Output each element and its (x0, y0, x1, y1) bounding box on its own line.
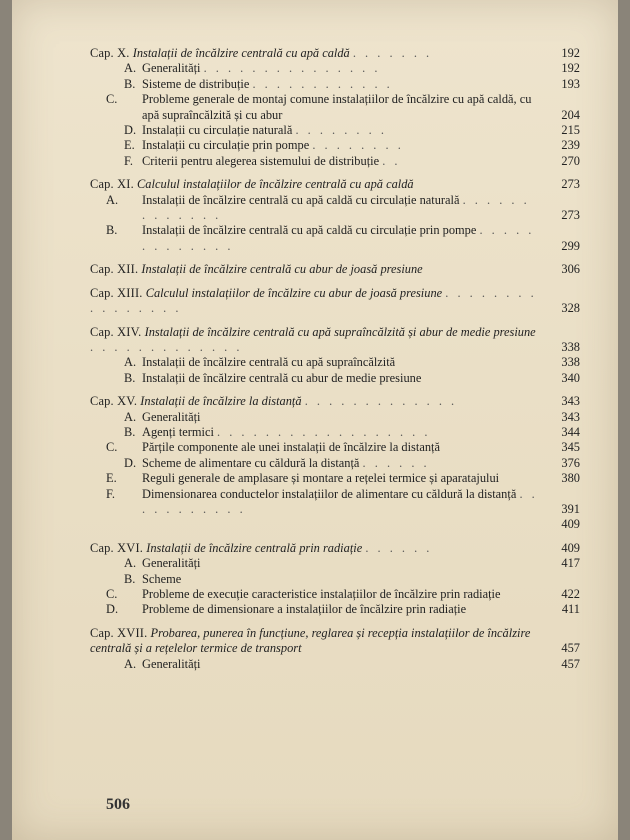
chapter-number: Cap. X. (90, 46, 130, 60)
page-number: 239 (561, 138, 580, 153)
page-number: 340 (561, 370, 580, 385)
chapter-title: Instalații de încălzire centrală prin radiație (146, 540, 363, 555)
chapter-xiv (90, 325, 580, 387)
section-title: Generalități (142, 409, 201, 424)
section-title: Generalități (142, 61, 201, 76)
section-title: Instalații de încălzire centrală cu apă caldă cu circulație prin pompe (142, 223, 477, 238)
section-entry (90, 355, 580, 370)
chapter-number: Cap. XIV. (90, 324, 142, 339)
page-number: 343 (561, 394, 580, 409)
page-number: 192 (561, 46, 580, 60)
section-letter: B. (124, 424, 136, 439)
section-letter: A. (124, 656, 137, 671)
section-letter: F. (124, 153, 133, 168)
section-title: Generalități (142, 656, 201, 671)
chapter-xii (90, 262, 580, 277)
section-letter: D. (124, 455, 137, 470)
page-number: 204 (561, 107, 580, 122)
section-letter: E. (106, 471, 117, 486)
section-letter: F. (106, 486, 115, 501)
page-number: 411 (561, 602, 580, 617)
section-title: Dimensionarea conductelor instalațiilor de alimentare cu căldură la distanță (142, 486, 517, 501)
section-letter: D. (106, 602, 119, 617)
section-letter: A. (106, 192, 119, 207)
page-number: 345 (561, 440, 580, 455)
section-entry (90, 587, 580, 602)
chapter-title: Calculul instalațiilor de încălzire centrală cu apă caldă (137, 177, 414, 192)
section-entry: E. Instalații cu circulație prin pompe . . . . . . . . 239 (124, 138, 580, 153)
page-number: 192 (561, 61, 580, 76)
section-entry: F. Criterii pentru alegerea sistemului de distribuție . . 270 (124, 153, 580, 168)
page-number: 306 (561, 262, 580, 277)
chapter-heading (90, 262, 580, 277)
section-entry (90, 556, 580, 571)
section-entry: D. Instalații cu circulație naturală . . . . . . . . 215 (124, 123, 580, 138)
section-entry: D. Scheme de alimentare cu căldură la distanță . . . . . . 376 (124, 455, 580, 470)
chapter-xvii (90, 626, 580, 672)
chapter-x (90, 46, 580, 169)
section-letter: A. (124, 409, 137, 424)
page-number: 422 (561, 587, 580, 601)
section-letter: A. (124, 61, 137, 76)
section-entry: B. Agenți termici . . . . . . . . . . . . . . . . . . 344 (124, 424, 580, 439)
footer-page-number: 506 (106, 796, 130, 813)
section-title: Instalații de încălzire centrală cu apă supraîncălzită (142, 355, 396, 370)
section-letter: E. (124, 138, 135, 153)
section-title: Sisteme de distribuție (142, 76, 250, 91)
section-entry (90, 602, 580, 617)
section-title: Criterii pentru alegerea sistemului de distribuție (142, 153, 380, 168)
section-entry (90, 371, 580, 386)
chapter-title: Instalații de încălzire centrală cu apă caldă (132, 46, 350, 60)
trailing-page-entry (90, 517, 580, 532)
section-entry (90, 572, 580, 587)
section-letter: B. (124, 370, 136, 385)
chapter-number: Cap. XI. (90, 177, 134, 192)
section-entry: B. Instalații de încălzire centrală cu apă caldă cu circulație prin pompe . . . . . . . . . . . . . 299 (106, 223, 580, 253)
page-number: 457 (561, 641, 580, 656)
page-number: 380 (561, 471, 580, 486)
chapter-number: Cap. XVII. (90, 625, 148, 640)
page-number: 457 (561, 656, 580, 671)
chapter-title: Probarea, punerea în funcțiune, reglarea și recepția instalațiilor de încălzire centrală și a rețelelor termice de transport (90, 625, 531, 656)
section-title: Părțile componente ale unei instalații de încălzire la distanță (142, 440, 440, 455)
chapter-xvi (90, 541, 580, 618)
page-number: 273 (561, 208, 580, 223)
section-letter: C. (106, 587, 118, 601)
page-number: 391 (561, 501, 580, 516)
section-entry (90, 92, 580, 123)
chapter-title: Instalații de încălzire la distanță (140, 394, 302, 409)
section-letter: C. (106, 440, 118, 455)
section-title: Probleme de dimensionare a instalațiilor de încălzire prin radiație (142, 602, 467, 617)
section-title: Instalații de încălzire centrală cu abur de medie presiune (142, 370, 422, 385)
section-letter: A. (124, 556, 137, 571)
chapter-heading: Cap. XVI. Instalații de încălzire centrală prin radiație . . . . . . 409 (90, 540, 580, 555)
chapter-title: Instalații de încălzire centrală cu apă supraîncălzită și abur de medie presiune (144, 324, 536, 339)
page-number: 299 (561, 238, 580, 253)
section-letter: A. (124, 355, 137, 370)
table-of-contents (90, 46, 580, 680)
book-page (12, 0, 618, 840)
page-number: 215 (561, 123, 580, 138)
page-number: 328 (561, 301, 580, 316)
section-entry: F. Dimensionarea conductelor instalațiilor de alimentare cu căldură la distanță . . . . . . . . . . . 391 (106, 486, 580, 516)
chapter-heading (90, 626, 580, 657)
section-title: Scheme de alimentare cu căldură la distanță (142, 455, 360, 470)
chapter-number: Cap. XVI. (90, 540, 144, 555)
page-number: 409 (561, 540, 580, 555)
section-title: Probleme generale de montaj comune instalațiilor de încălzire cu apă caldă, cu apă supraîncălzită și cu abur (142, 92, 532, 122)
page-number: 270 (561, 153, 580, 168)
chapter-number: Cap. XIII. (90, 285, 143, 300)
chapter-number: Cap. XV. (90, 394, 138, 409)
section-title: Instalații cu circulație prin pompe (142, 138, 310, 153)
chapter-xv (90, 394, 580, 533)
page-number: 409 (561, 517, 580, 532)
chapter-heading: Cap. X. Instalații de încălzire centrală cu apă caldă . . . . . . . 192 (90, 46, 580, 60)
section-entry (90, 471, 580, 486)
section-entry: B. Sisteme de distribuție . . . . . . . . . . . . 193 (124, 76, 580, 91)
section-title: Instalații cu circulație naturală (142, 123, 293, 138)
section-title: Probleme de execuție caracteristice instalațiilor de încălzire prin radiație (142, 587, 501, 601)
chapter-heading: Cap. XIV. Instalații de încălzire centrală cu apă supraîncălzită și abur de medie presiune . . . . . . . . . . . . . 338 (90, 324, 580, 354)
section-title: Instalații de încălzire centrală cu apă caldă cu circulație naturală (142, 192, 460, 207)
chapter-heading (90, 177, 580, 192)
page-number: 376 (561, 455, 580, 470)
chapter-number: Cap. XII. (90, 262, 139, 277)
section-entry (90, 440, 580, 455)
section-title: Agenți termici (142, 424, 214, 439)
section-letter: B. (106, 223, 118, 238)
chapter-title: Instalații de încălzire centrală cu abur de joasă presiune (141, 262, 423, 277)
section-entry: A. Generalități . . . . . . . . . . . . . . . 192 (124, 61, 580, 76)
section-letter: D. (124, 123, 137, 138)
page-number: 344 (561, 424, 580, 439)
page-number: 417 (561, 556, 580, 571)
chapter-xi (90, 177, 580, 254)
page-number: 193 (561, 76, 580, 91)
section-letter: C. (106, 92, 118, 107)
section-letter: B. (124, 76, 136, 91)
page-number: 338 (561, 355, 580, 370)
section-entry (90, 410, 580, 425)
section-entry: A. Instalații de încălzire centrală cu apă caldă cu circulație naturală . . . . . . . . . . . . . 273 (106, 192, 580, 223)
section-title: Generalități (142, 556, 201, 571)
chapter-xiii (90, 286, 580, 317)
page-number: 338 (561, 339, 580, 354)
section-entry (90, 657, 580, 672)
section-title: Scheme (142, 571, 182, 586)
section-letter: B. (124, 571, 136, 586)
page-number: 343 (561, 409, 580, 424)
section-title: Reguli generale de amplasare și montare a rețelei termice și aparatajului (142, 471, 500, 486)
chapter-heading: Cap. XIII. Calculul instalațiilor de încălzire cu abur de joasă presiune . . . . . . . . . . . . . . . . 328 (90, 285, 580, 316)
chapter-title: Calculul instalațiilor de încălzire cu abur de joasă presiune (145, 285, 443, 300)
chapter-heading: Cap. XV. Instalații de încălzire la distanță . . . . . . . . . . . . . 343 (90, 394, 580, 409)
page-number: 273 (561, 177, 580, 192)
